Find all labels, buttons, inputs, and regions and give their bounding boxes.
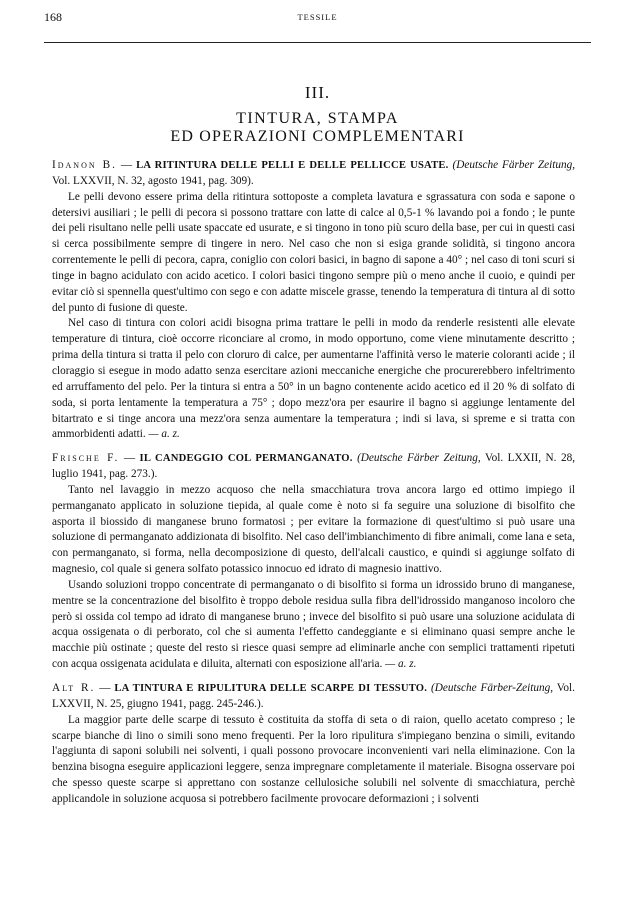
paragraph-text: Nel caso di tintura con colori acidi bisogna prima trattare le pelli in modo da renderle resistenti alle elevate temperature di tintura, cioè occorre riconciare al cromo, in modo opportuno, come viene minutamente descritto ; prima della tintura si tratta il pelo con cloruro di calce, per aumentarne l'affinità verso le materie coloranti acide ; il cloraggio si esegue in modo adatto senza esercitare azioni meccaniche energiche che procurerebbero infeltrimento ed arruffamento del pelo. Per la tintura si entra a 50° in un bagno contenente acido acetico ed il 20 % di solfato di soda, si porta lentamente la temperatura a 75° ; dopo mezz'ora per esaurire il bagno si aggiunge lentamente del bitartrato e si tinge ancora una mezz'ora senza aumentare la temperatura ; indi si lava, si spreme e si tratta con ammorbidenti adatti. <box>52 317 575 441</box>
running-header <box>44 10 591 28</box>
paragraph <box>52 316 575 443</box>
heading-dash: — <box>123 452 136 465</box>
article <box>52 681 575 808</box>
source-details: Vol. LXXVII, N. 25, giugno 1941, pagg. 245-246.). <box>52 682 575 710</box>
paragraph-text: Usando soluzioni troppo concentrate di permanganato o di bisolfito si forma un idrossido bruno di manganese, mentre se la concentrazione del bisolfito è troppo debole residua sulla fibra dell'idrossido manganoso incoloro che però si ossida col tempo ad idrato di manganese bruno ; invece del bisolfito si può usare una soluzione acidulata di acqua ossigenata o di perborato, col che si aumenta l'effetto candeggiante e si eliminano quasi sempre anche le macchie più ostinate ; queste del resto si riesce quasi sempre ad eliminarle anche con semplici trattamenti ripetuti con acqua ossigenata acidulata e diluita, alternati con esposizione all'aria. <box>52 578 575 671</box>
article-heading <box>52 451 575 483</box>
header-rule <box>44 42 591 43</box>
paragraph: La maggior parte delle scarpe di tessuto è costituita da stoffa di seta o di raion, quello acetato compreso ; le scarpe bianche di lino o simili sono meno frequenti. Per la loro ripulitura s'impiegano benzina o simili, evitando l'aggiunta di saponi solubili nei solventi, i quali possono provocare inconvenienti vari nella eliminazione. Con la benzina bisogna eseguire applicazioni leggere, senza impregnare completamente il materiale. Bisogna osservare poi che spesso queste scarpe si apprettano con sostanze cellulosiche solubili nel solvente di smacchiatura, perchè applicandole in soluzione acquosa si potrebbero facilmente provocare deformazioni ; i solventi <box>52 713 575 805</box>
article-heading <box>52 158 575 190</box>
article-title: LA TINTURA E RIPULITURA DELLE SCARPE DI TESSUTO. <box>114 683 428 694</box>
article <box>52 158 575 443</box>
chapter-title-line1: TINTURA, STAMPA <box>236 110 399 127</box>
paragraph: Tanto nel lavaggio in mezzo acquoso che nella smacchiatura trova ancora largo ed ottimo impiego il permanganato applicato in soluzione tiepida, al quale come è noto si fa seguire una soluzione di bisolfito che asporta il biossido di manganese bruno formatosi ; per evitare la formazione di quest'ultimo si può usare una soluzione di permanganato addizionata di bisolfito. Nel caso dell'imbianchimento di fibre animali, come lana e seta, con permanganato, si forma, nella decomposizione di questo, dell'alcali caustico, e quindi si aggiunge solfato di magnesio, col quale si genera solfato potassico innocuo ed idrato di magnesio inattivo. <box>52 483 575 576</box>
article <box>52 451 575 673</box>
heading-dash: — <box>99 682 111 694</box>
page-number: 168 <box>44 10 62 24</box>
source-journal: (Deutsche Färber-Zeitung, <box>430 682 554 694</box>
source-details: Vol. LXXVII, N. 32, agosto 1941, pag. 309). <box>52 174 254 187</box>
article-author: Frische F. <box>52 452 120 465</box>
signature: — a. z. <box>385 658 417 671</box>
source-journal: (Deutsche Färber Zeitung, <box>452 159 576 171</box>
chapter-number: III. <box>304 83 331 102</box>
heading-dash: — <box>120 159 133 171</box>
signature: — a. z. <box>148 428 180 441</box>
paragraph: Le pelli devono essere prima della ritintura sottoposte a completa lavatura e sgrassatura con soda e sapone o detersivi ausiliari ; le pelli di pecora si possono trattare con latte di calce al 0,5-1 % lavando poi a fondo ; le punte dei peli risultano nelle pelli usate spaccate ed usurate, e si tingono in tono più scuro della base, per cui in questi casi si cerca possibilmente sempre di tingere in nero. Nel caso che non si esiga grande solidità, si tingono ancora correntemente le pelli di pecora, capra, coniglio con colori basici, in bagno di sapone a 40° ; nel caso di toni scuri si tinge in bagno acidulato con acido acetico. I colori basici tingono sempre più o meno anche il cuoio, e quindi per evitar ciò si spennella quest'ultimo con sego e con adatte miscele grasse, tenendo la temperatura di tintura al di sotto del punto di fusione di queste. <box>52 190 575 314</box>
article-title: IL CANDEGGIO COL PERMANGANATO. <box>139 453 353 465</box>
source-details: Vol. LXXII, N. 28, luglio 1941, pag. 273.). <box>52 452 576 481</box>
chapter-title-line2: ED OPERAZIONI COMPLEMENTARI <box>170 128 465 145</box>
paragraph <box>52 578 575 673</box>
article-author: Alt R. <box>52 682 96 694</box>
article-heading <box>52 681 575 713</box>
running-title: TESSILE <box>297 12 338 22</box>
article-title: LA RITINTURA DELLE PELLI E DELLE PELLICCE USATE. <box>136 160 449 171</box>
article-author: Idanon B. <box>52 159 117 171</box>
article-body <box>52 158 575 816</box>
source-journal: (Deutsche Färber Zeitung, <box>357 452 481 465</box>
